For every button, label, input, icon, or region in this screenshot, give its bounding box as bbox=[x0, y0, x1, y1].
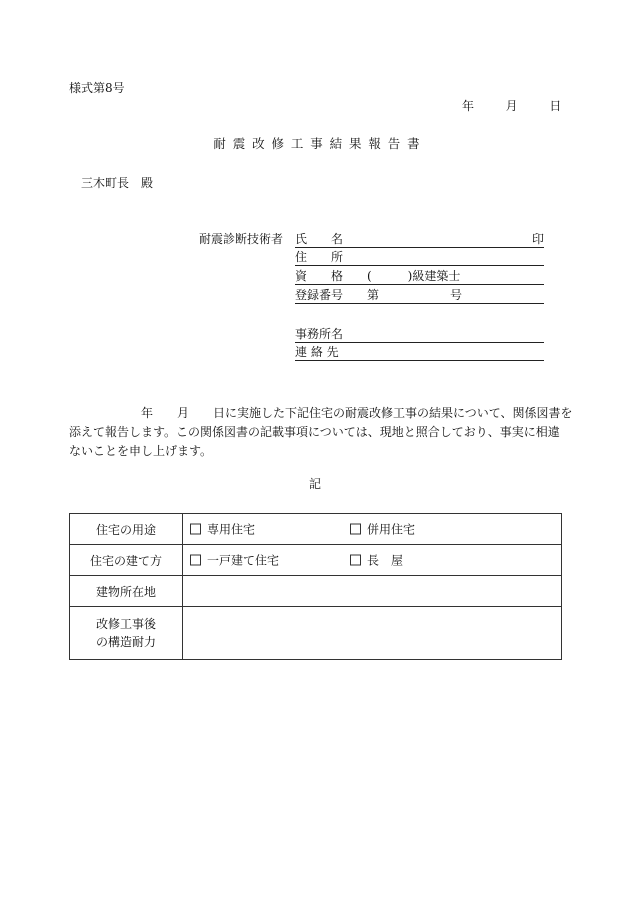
date-month: 月 bbox=[505, 99, 518, 113]
body-line-1: 年 月 日に実施した下記住宅の耐震改修工事の結果について、関係図書を bbox=[117, 406, 573, 420]
date-year: 年 bbox=[462, 99, 475, 113]
seal-mark: 印 bbox=[532, 232, 545, 246]
body-line-3: ないことを申し上げます。 bbox=[69, 444, 213, 458]
declarant-role: 耐震診断技術者 bbox=[199, 232, 284, 246]
name-label: 氏 名 bbox=[295, 232, 344, 246]
usage-label: 住宅の用途 bbox=[70, 514, 183, 545]
address-field[interactable] bbox=[295, 247, 544, 266]
checkbox-icon[interactable] bbox=[190, 555, 201, 566]
body-paragraph bbox=[69, 404, 573, 461]
name-field[interactable] bbox=[295, 229, 544, 248]
checkbox-icon[interactable] bbox=[350, 524, 361, 535]
usage-options bbox=[183, 514, 562, 545]
date-line bbox=[462, 100, 561, 112]
qualification-label: 資 格 bbox=[295, 269, 344, 283]
option-dedicated-housing[interactable]: 専用住宅 bbox=[190, 521, 255, 538]
option-row-house[interactable]: 長 屋 bbox=[350, 552, 403, 569]
structural-strength-label: 改修工事後 の構造耐力 bbox=[70, 607, 183, 660]
checkbox-icon[interactable] bbox=[190, 524, 201, 535]
ki-heading: 記 bbox=[308, 477, 321, 491]
structural-strength-value[interactable] bbox=[183, 607, 562, 660]
location-label: 建物所在地 bbox=[70, 576, 183, 607]
details-table bbox=[69, 513, 562, 660]
date-day: 日 bbox=[549, 99, 562, 113]
building-type-options bbox=[183, 545, 562, 576]
document-title: 耐震改修工事結果報告書 bbox=[213, 136, 427, 151]
registration-suffix: 号 bbox=[450, 288, 463, 302]
registration-field[interactable] bbox=[295, 285, 544, 304]
table-row bbox=[70, 607, 562, 660]
building-type-label: 住宅の建て方 bbox=[70, 545, 183, 576]
qualification-field[interactable] bbox=[295, 266, 544, 285]
location-value[interactable] bbox=[183, 576, 562, 607]
registration-label: 登録番号 bbox=[295, 288, 344, 302]
addressee: 三木町長 殿 bbox=[81, 176, 154, 190]
contact-label: 連 絡 先 bbox=[295, 345, 339, 359]
table-row bbox=[70, 514, 562, 545]
table-row bbox=[70, 545, 562, 576]
option-detached-house[interactable]: 一戸建て住宅 bbox=[190, 552, 279, 569]
registration-prefix: 第 bbox=[367, 288, 380, 302]
form-number: 様式第8号 bbox=[69, 81, 125, 95]
option-mixed-use-housing[interactable]: 併用住宅 bbox=[350, 521, 415, 538]
office-field[interactable] bbox=[295, 324, 544, 343]
body-line-2: 添えて報告します。この関係図書の記載事項については、現地と照合しており、事実に相違 bbox=[69, 425, 560, 439]
office-label: 事務所名 bbox=[295, 327, 344, 341]
qualification-value: ( )級建築士 bbox=[367, 269, 461, 283]
table-row bbox=[70, 576, 562, 607]
address-label: 住 所 bbox=[295, 250, 344, 264]
checkbox-icon[interactable] bbox=[350, 555, 361, 566]
contact-field[interactable] bbox=[295, 342, 544, 361]
